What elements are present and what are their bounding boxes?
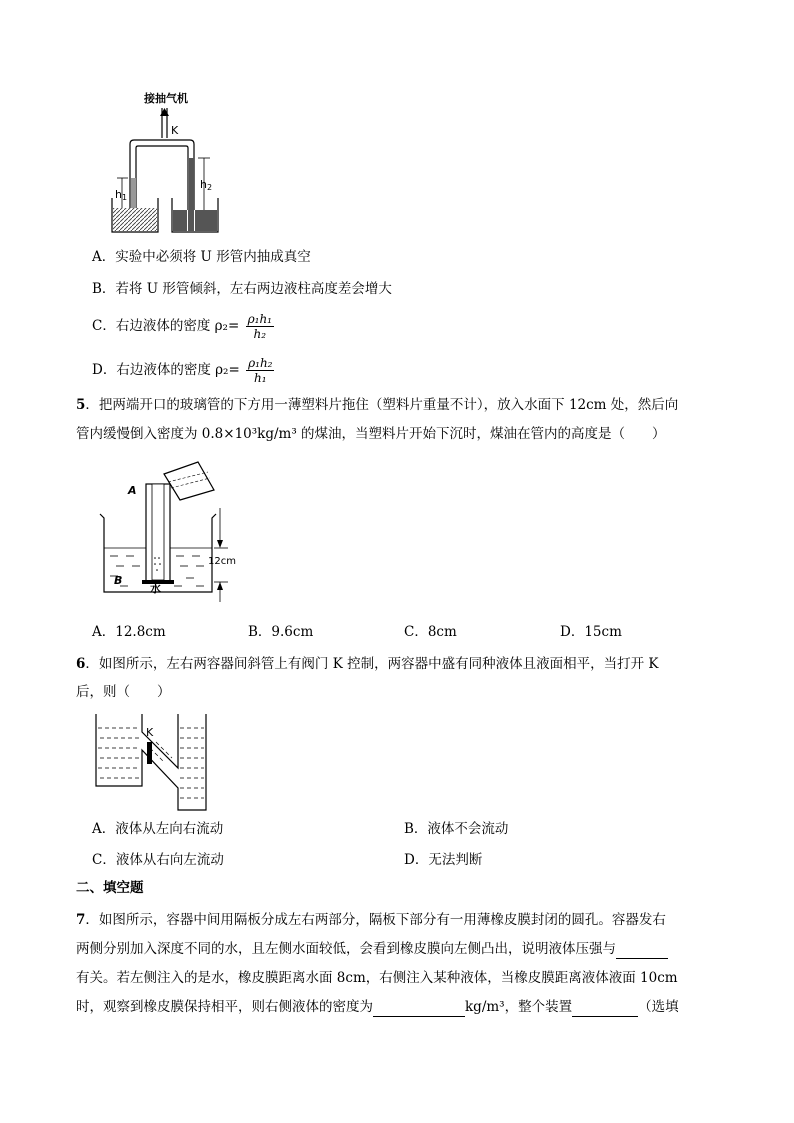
q4-option-a: A．实验中必须将 U 形管内抽成真空 xyxy=(92,249,311,265)
q5-line-1: 5．把两端开口的玻璃管的下方用一薄塑料片拖住（塑料片重量不计），放入水面下 12cm 处，然后向 xyxy=(76,397,679,413)
q4-option-c xyxy=(92,312,274,341)
section-title-fill-in: 二、填空题 xyxy=(76,880,144,896)
q6-option-a: A．液体从左向右流动 xyxy=(92,821,224,837)
h1-label: h1 xyxy=(115,188,128,202)
q7-blank-3[interactable] xyxy=(572,1002,638,1017)
u-tube-figure xyxy=(108,86,226,236)
q7-blank-1[interactable] xyxy=(616,944,668,959)
q5-line-2: 管内缓慢倒入密度为 0.8×10³kg/m³ 的煤油，当塑料片开始下沉时，煤油在管内的高度是（ ） xyxy=(76,426,666,442)
q7-line-4: 时，观察到橡皮膜保持相平，则右侧液体的密度为 kg/m³，整个装置 （选填 xyxy=(76,999,679,1015)
pump-label: 接抽气机 xyxy=(144,92,188,105)
q4-option-b: B．若将 U 形管倾斜，左右两边液柱高度差会增大 xyxy=(92,281,392,297)
q6-option-b: B．液体不会流动 xyxy=(404,821,509,837)
q4-option-c-text: C．右边液体的密度 ρ₂= xyxy=(92,318,240,334)
q5-option-c: C．8cm xyxy=(404,624,457,640)
valve-k-label: K xyxy=(171,124,179,137)
q4-option-c-fraction: $\frac{\text{ρ₁h₁}}{\text{h₂}}$ xyxy=(247,312,272,341)
q5-option-d: D．15cm xyxy=(560,624,622,640)
q7-line-1: 7．如图所示，容器中间用隔板分成左右两部分，隔板下部分有一用薄橡皮膜封闭的圆孔。容器发右 xyxy=(76,912,666,928)
q4-option-d-fraction: $\frac{\text{ρ₁h₂}}{\text{h₁}}$ xyxy=(248,356,273,385)
q6-line-1: 6．如图所示，左右两容器间斜管上有阀门 K 控制，两容器中盛有同种液体且液面相平，当打开 K xyxy=(76,656,659,672)
q4-option-d-text: D．右边液体的密度 ρ₂= xyxy=(92,362,240,378)
q5-option-a: A．12.8cm xyxy=(92,624,166,640)
q6-option-c: C．液体从右向左流动 xyxy=(92,852,224,868)
q7-blank-2[interactable] xyxy=(373,1002,465,1017)
q6-line-2: 后，则（ ） xyxy=(76,684,171,700)
q4-option-d xyxy=(92,356,274,385)
q7-line-2: 两侧分别加入深度不同的水，且左侧水面较低，会看到橡皮膜向左侧凸出，说明液体压强与 xyxy=(76,939,668,959)
tube-a-label: A xyxy=(128,484,137,497)
q7-line-3: 有关。若左侧注入的是水，橡皮膜距离水面 8cm，右侧注入某种液体，当橡皮膜距离液体液面 10cm xyxy=(76,970,678,986)
h2-label: h2 xyxy=(200,178,213,192)
water-label: 水 xyxy=(150,582,161,595)
glass-tube-figure xyxy=(96,452,256,612)
plate-b-label: B xyxy=(114,574,123,587)
depth-12cm-label: 12cm xyxy=(208,556,236,567)
q5-option-b: B．9.6cm xyxy=(248,624,314,640)
q6-option-d: D．无法判断 xyxy=(404,852,483,868)
connected-containers-figure xyxy=(94,712,210,812)
valve-k-label-2: K xyxy=(146,726,154,739)
